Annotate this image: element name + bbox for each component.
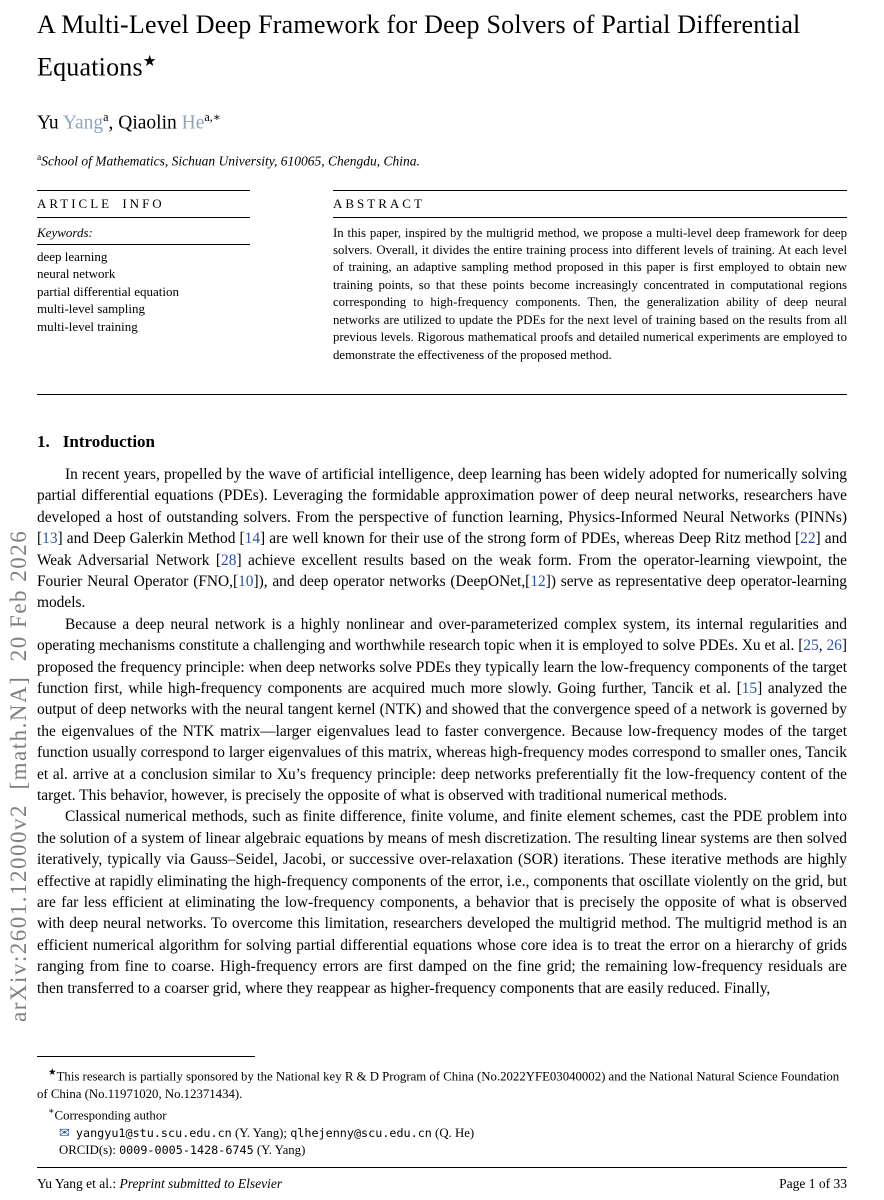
page-footer	[37, 1167, 847, 1192]
text-segment: ] proposed the frequency principle: when deep networks solve PDEs they typically learn the low-frequency components of the target function first, while high-frequency components are acquired much more slowly. Going further, Tancik et al. [	[37, 637, 847, 697]
text-segment: ,	[818, 637, 827, 655]
title-footnote-star: ★	[142, 53, 157, 70]
keyword-item: neural network	[37, 266, 116, 282]
corresponding-author-mark: ∗	[48, 1105, 55, 1117]
email-link[interactable]: yangyu1@stu.scu.edu.cn	[75, 1126, 232, 1140]
email-line	[76, 1126, 474, 1140]
text-segment: ]) serve as representative deep operator-learning models.	[37, 572, 847, 612]
footnotes-block	[37, 1056, 847, 1159]
footer-page-number: Page 1 of 33	[779, 1176, 847, 1191]
keyword-item: partial differential equation	[37, 283, 179, 299]
section-number: 1.	[37, 431, 50, 451]
footnote-star-mark: ★	[48, 1067, 57, 1079]
text-segment: (Y. Yang)	[253, 1143, 306, 1157]
abstract-column	[333, 190, 847, 364]
footnote-corresponding	[37, 1103, 847, 1124]
text-segment: ] achieve excellent results based on the weak form. From the operator-learning viewpoint, the Fourier Neural Operator (FNO,[	[37, 551, 847, 590]
keywords-list	[37, 248, 250, 336]
citation-link[interactable]: 28	[221, 551, 237, 569]
author-1-first: Yu	[37, 112, 63, 134]
affiliation-mark: a	[37, 153, 42, 164]
text-segment: (Y. Yang);	[231, 1126, 291, 1140]
affiliation-text: School of Mathematics, Sichuan University, 610065, Chengdu, China.	[41, 153, 420, 169]
text-segment: ] and Weak Adversarial Network [	[37, 530, 847, 569]
keyword-item: multi-level sampling	[37, 301, 145, 317]
article-info-heading: ARTICLE INFO	[37, 195, 165, 211]
corresponding-author-text: Corresponding author	[54, 1108, 167, 1122]
footer-preprint-note: Preprint submitted to Elsevier	[119, 1176, 283, 1191]
text-segment: Classical numerical methods, such as finite difference, finite volume, and finite element schemes, cast the PDE problem into the solution of a system of linear algebraic equations by means of mesh discretization. The resulting linear systems are then solved iteratively, typically via Gauss–Seidel, Jacobi, or successive over-relaxation (SOR) iterations. These iterative methods are highly effective at rapidly eliminating the high-frequency components of the error, i.e., components that oscillate violently on the grid, but are far less efficient at eliminating the low-frequency components, a behavior that is precisely the opposite of what is observed with deep neural networks. To overcome this limitation, researchers developed the multigrid method. The multigrid method is an efficient numerical algorithm for solving partial differential equations whose core idea is to treat the error on a hierarchy of grids ranging from fine to coarse. High-frequency errors are first damped on the fine grid; the remaining low-frequency residuals are then transferred to a coarser grid, where they reappear as higher-frequency components that are easily reduced. Finally,	[37, 808, 847, 997]
citation-link[interactable]: 25	[803, 637, 819, 655]
footnote-sponsor-text: This research is partially sponsored by the National key R & D Program of China (No.2022YFE03040002) and the National Natural Science Foundation of China (No.11971020, No.12371434).	[37, 1069, 840, 1101]
article-info-heading-rule	[37, 217, 250, 218]
citation-link[interactable]: 15	[741, 679, 758, 697]
citation-link[interactable]: 10	[238, 572, 254, 590]
footnote-emails	[37, 1124, 847, 1142]
section-heading-introduction	[37, 431, 847, 452]
introduction-body	[37, 464, 847, 999]
author-1-affiliation-mark: a	[103, 109, 109, 124]
keywords-label: Keywords:	[37, 224, 93, 240]
keyword-item: multi-level training	[37, 318, 138, 334]
text-segment: ] analyzed the output of deep networks with the neural tangent kernel (NTK) and showed that the convergence speed of a network is governed by the eigenvalues of the NTK matrix—larger eigenvalues lead to faster convergence. Because low-frequency modes of the target function usually correspond to larger eigenvalues of this matrix, whereas high-frequency modes correspond to smaller ones, Tancik et al. arrive at a conclusion similar to Xu’s frequency principle: deep networks preferentially fit the low-frequency content of the target. This behavior, however, is precisely the opposite of what is observed with traditional numerical methods.	[37, 679, 847, 804]
footnote-rule	[37, 1056, 255, 1057]
abstract-heading: ABSTRACT	[333, 195, 425, 211]
author-2-first: Qiaolin	[118, 112, 182, 134]
author-2-last[interactable]: He	[181, 112, 205, 134]
text-segment: Because a deep neural network is a highly nonlinear and over-parameterized complex system, its internal regularities and operating mechanisms constitute a challenging and worthwhile research topic when it is employed to solve PDEs. Xu et al. [	[37, 615, 847, 655]
author-line	[37, 106, 847, 135]
paper-title	[37, 6, 847, 86]
author-2-affiliation-mark: a,∗	[204, 109, 221, 124]
footnote-orcid	[37, 1142, 847, 1159]
footer-left	[37, 1176, 282, 1192]
keywords-rule	[37, 244, 250, 245]
arxiv-watermark: arXiv:2601.12000v2 [math.NA] 20 Feb 2026	[6, 529, 31, 1022]
citation-link[interactable]: 26	[826, 637, 842, 655]
text-segment: (Q. He)	[431, 1126, 475, 1140]
text-segment: ] and Deep Galerkin Method [	[57, 530, 245, 548]
footer-running-authors: Yu Yang et al.:	[37, 1176, 120, 1191]
section-title: Introduction	[62, 431, 156, 451]
header-bottom-rule	[37, 394, 847, 395]
text-segment: ] are well known for their use of the strong form of PDEs, whereas Deep Ritz method [	[260, 530, 801, 548]
abstract-text: In this paper, inspired by the multigrid method, we propose a multi-level deep framework for deep solvers. Overall, it divides the entire training process into different levels of training. At each level of training, an adaptive sampling method proposed in this paper is first employed to obtain new training points, so that these points become increasingly concentrated in computational regions corresponding to high-frequency components. Then, the generalization ability of deep neural networks are utilized to update the PDEs for the next level of training based on the results from all previous levels. Rigorous mathematical proofs and detailed numerical experiments are employed to demonstrate the effectiveness of the proposed method.	[333, 225, 847, 362]
keyword-item: deep learning	[37, 248, 108, 264]
citation-link[interactable]: 13	[42, 530, 58, 548]
intro-paragraph-3	[37, 806, 847, 999]
citation-link[interactable]: 12	[530, 572, 546, 590]
affiliation-line	[37, 150, 847, 170]
email-link[interactable]: qlhejenny@scu.edu.cn	[290, 1126, 432, 1140]
intro-paragraph-1	[37, 464, 847, 614]
author-1-last[interactable]: Yang	[62, 112, 104, 134]
paper-title-text: A Multi-Level Deep Framework for Deep Solvers of Partial Differential Equations	[37, 10, 801, 82]
citation-link[interactable]: 22	[800, 530, 816, 548]
citation-link[interactable]: 14	[244, 530, 261, 548]
email-icon: ✉	[59, 1125, 70, 1140]
mono-text: 0009-0005-1428-6745	[119, 1143, 254, 1157]
text-segment: ORCID(s):	[59, 1143, 120, 1157]
article-info-column	[37, 190, 250, 364]
abstract-heading-rule	[333, 217, 847, 218]
text-segment: In recent years, propelled by the wave of artificial intelligence, deep learning has been widely adopted for numerically solving partial differential equations (PDEs). Leveraging the formidable approximation power of deep neural networks, researchers have developed a host of outstanding solvers. From the perspective of function learning, Physics-Informed Neural Networks (PINNs) [	[37, 465, 847, 548]
author-separator: ,	[108, 112, 119, 134]
info-abstract-block	[37, 190, 847, 364]
footnote-sponsor	[37, 1064, 847, 1102]
intro-paragraph-2	[37, 614, 847, 807]
text-segment: ]), and deep operator networks (DeepONet,[	[253, 572, 531, 590]
